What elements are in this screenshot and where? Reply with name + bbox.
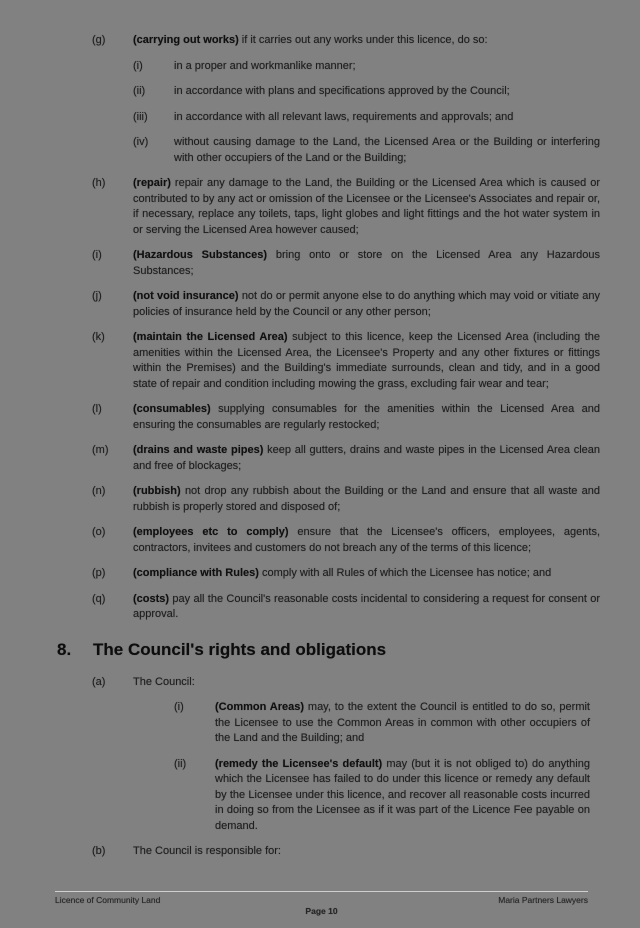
clause-label: (m) — [92, 444, 109, 456]
clause-item — [92, 443, 600, 474]
clause-body: in accordance with all relevant laws, requirements and approvals; and — [174, 110, 514, 123]
clause-item — [92, 566, 600, 582]
clause-body: comply with all Rules of which the Licensee has notice; and — [258, 567, 552, 579]
clause-label: (iii) — [133, 110, 148, 123]
clause-text — [133, 484, 600, 515]
clause-text — [133, 176, 600, 238]
clause-label: (l) — [92, 403, 102, 415]
clause-label: (ii) — [133, 85, 146, 97]
clause-text — [133, 289, 600, 320]
clause-item — [92, 675, 600, 691]
clause-text — [133, 592, 600, 623]
clause-text — [133, 33, 600, 49]
clause-label: (p) — [92, 567, 106, 579]
footer-page-number: Page 10 — [305, 906, 338, 916]
clause-label: (i) — [174, 701, 184, 713]
clause-body: may, to the extent the Council is entitled to do so, permit the Licensee to use the Common Areas in common with other occupiers of the Land and the Building; and — [215, 701, 590, 744]
clause-item — [92, 525, 600, 556]
clause-item — [133, 135, 600, 166]
footer-firm-name: Maria Partners Lawyers — [498, 895, 588, 905]
clause-keyword: (carrying out works) — [133, 34, 239, 46]
clause-body: The Council: — [133, 675, 195, 688]
clause-keyword: (employees etc to comply) — [133, 526, 289, 538]
clause-label: (g) — [92, 34, 106, 46]
clause-label: (b) — [92, 845, 106, 857]
clause-keyword: (consumables) — [133, 403, 211, 415]
clause-keyword: (rubbish) — [133, 485, 181, 497]
clause-text — [174, 84, 600, 100]
clause-body: ensure that the Licensee's officers, employees, agents, contractors, invitees and customers do not breach any of the terms of this licence; — [133, 526, 600, 554]
clause-body: supplying consumables for the amenities within the Licensed Area and ensuring the consumables are regularly restocked; — [133, 403, 600, 431]
clause-body: may (but it is not obliged to) do anything which the Licensee has failed to do under this licence or remedy any default by the Licensee under this licence, and recover all reasonable costs incurred in doing so from the Licensee as if it was part of the Licence Fee payable on demand. — [215, 757, 590, 832]
clause-label: (i) — [92, 249, 102, 261]
clause-item — [92, 176, 600, 238]
clause-label: (k) — [92, 331, 105, 343]
clause-label: (j) — [92, 290, 102, 302]
clause-keyword: (costs) — [133, 592, 170, 605]
clause-keyword: (not void insurance) — [133, 290, 239, 302]
clause-body: bring onto or store on the Licensed Area any Hazardous Substances; — [133, 249, 600, 277]
clause-body: The Council is responsible for: — [133, 845, 281, 857]
clause-text — [133, 675, 600, 691]
clause-body: if it carries out any works under this licence, do so: — [238, 34, 488, 46]
clause-text — [174, 135, 600, 166]
footer-row — [55, 895, 588, 905]
clause-text — [133, 248, 600, 279]
clause-body: in accordance with plans and specifications approved by the Council; — [174, 85, 510, 97]
clause-item — [92, 592, 600, 623]
clause-keyword: (remedy the Licensee's default) — [215, 757, 383, 770]
clause-item — [92, 248, 600, 279]
clause-label: (h) — [92, 177, 106, 189]
clause-body: in a proper and workmanlike manner; — [174, 59, 356, 72]
clause-body: not do or permit anyone else to do anything which may void or vitiate any policies of insurance held by the Council or any other person; — [133, 290, 601, 318]
clause-text — [215, 700, 590, 747]
clause-body: pay all the Council's reasonable costs incidental to considering a request for consent or approval. — [133, 592, 600, 620]
clause-item — [92, 844, 600, 860]
clause-body: without causing damage to the Land, the Licensed Area or the Building or interfering with other occupiers of the Land or the Building; — [174, 136, 600, 164]
clause-label: (q) — [92, 592, 106, 605]
clause-label: (i) — [133, 59, 143, 72]
clause-label: (a) — [92, 675, 106, 688]
clause-item — [92, 484, 600, 515]
clause-label: (n) — [92, 485, 106, 497]
clause-text — [174, 59, 600, 75]
clause-item — [92, 289, 600, 320]
clause-text — [133, 525, 600, 556]
clause-body: repair any damage to the Land, the Building or the Licensed Area which is caused or contributed to by any act or omission of the Licensee or the Licensee's Associates and repair or, if necessary, replace any toilets, taps, light globes and light fittings and the hot water system in or serving the Licensed Area however caused; — [133, 177, 600, 236]
clause-keyword: (drains and waste pipes) — [133, 444, 264, 456]
section-heading — [57, 639, 600, 661]
clause-text — [133, 443, 600, 474]
clause-keyword: (repair) — [133, 177, 171, 189]
clause-item — [174, 700, 590, 747]
clause-text — [133, 566, 600, 582]
clause-text — [215, 757, 590, 835]
clause-item — [92, 33, 600, 49]
clause-label: (iv) — [133, 136, 149, 148]
clause-list-section8 — [0, 675, 640, 860]
footer-document-title: Licence of Community Land — [55, 895, 161, 905]
clause-label: (o) — [92, 526, 106, 538]
clause-keyword: (Hazardous Substances) — [133, 249, 268, 261]
clause-text — [133, 844, 600, 860]
page-footer — [55, 891, 588, 916]
clause-text — [133, 330, 600, 392]
clause-keyword: (Common Areas) — [215, 701, 305, 713]
clause-item — [92, 330, 600, 392]
clause-list-section7 — [0, 33, 640, 623]
clause-item — [133, 110, 600, 126]
clause-body: subject to this licence, keep the Licensed Area (including the amenities within the Licensed Area, the Licensee's Property and any other fixtures or fittings within the Premises) and the Building's immediate surrounds, clean and tidy, and in a good state of repair and condition including mowing the grass, excluding fair wear and tear; — [133, 331, 600, 390]
clause-item — [92, 402, 600, 433]
clause-keyword: (maintain the Licensed Area) — [133, 331, 288, 343]
clause-text — [174, 110, 600, 126]
section-number: 8. — [57, 639, 72, 659]
clause-item — [174, 757, 590, 835]
section-title: The Council's rights and obligations — [93, 639, 387, 659]
clause-label: (ii) — [174, 757, 187, 770]
clause-item — [133, 84, 600, 100]
clause-item — [133, 59, 600, 75]
clause-keyword: (compliance with Rules) — [133, 567, 259, 579]
clause-text — [133, 402, 600, 433]
clause-body: not drop any rubbish about the Building or the Land and ensure that all waste and rubbish is properly stored and disposed of; — [133, 485, 600, 513]
clause-body: keep all gutters, drains and waste pipes in the Licensed Area clean and free of blockages; — [133, 444, 600, 472]
